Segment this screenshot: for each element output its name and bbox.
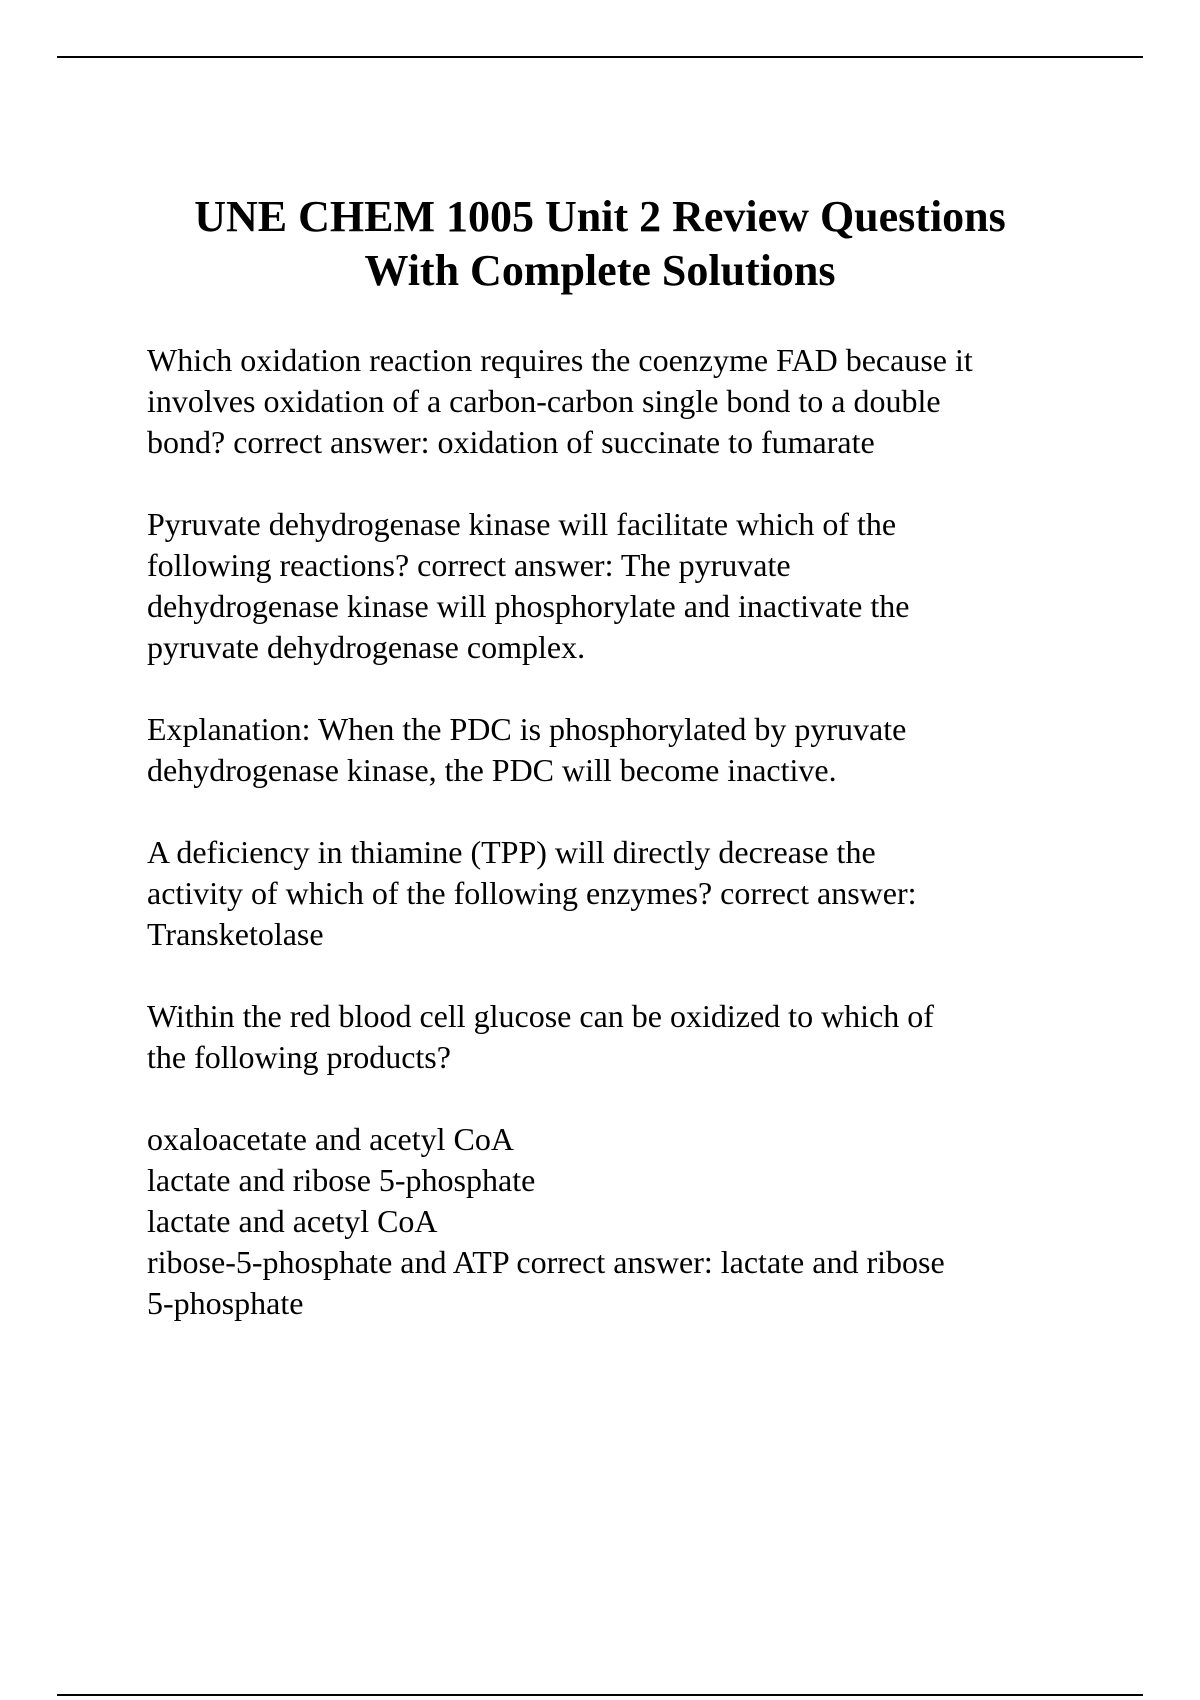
text-line: Within the red blood cell glucose can be oxidized to which of <box>147 998 934 1034</box>
text-line: the following products? <box>147 1039 451 1075</box>
text-line: Which oxidation reaction requires the coenzyme FAD because it <box>147 342 973 378</box>
question-red-blood-cell <box>147 996 1107 1078</box>
text-line: Explanation: When the PDC is phosphorylated by pyruvate <box>147 711 907 747</box>
option-line: ribose-5-phosphate and ATP correct answer: lactate and ribose <box>147 1244 945 1280</box>
question-pdh-kinase <box>147 504 1107 668</box>
option-line: lactate and acetyl CoA <box>147 1203 438 1239</box>
text-line: pyruvate dehydrogenase complex. <box>147 629 586 665</box>
header-rule <box>57 56 1143 58</box>
text-line: following reactions? correct answer: The pyruvate <box>147 547 791 583</box>
explanation-pdc <box>147 709 1107 791</box>
text-line: bond? correct answer: oxidation of succinate to fumarate <box>147 424 875 460</box>
text-line: involves oxidation of a carbon-carbon single bond to a double <box>147 383 941 419</box>
document-title <box>100 190 1100 298</box>
title-line: With Complete Solutions <box>364 246 836 295</box>
option-line: oxaloacetate and acetyl CoA <box>147 1121 514 1157</box>
answer-options <box>147 1119 1107 1324</box>
text-line: dehydrogenase kinase will phosphorylate and inactivate the <box>147 588 910 624</box>
title-line: UNE CHEM 1005 Unit 2 Review Questions <box>194 192 1006 241</box>
question-thiamine <box>147 832 1107 955</box>
text-line: A deficiency in thiamine (TPP) will directly decrease the <box>147 834 876 870</box>
text-line: dehydrogenase kinase, the PDC will become inactive. <box>147 752 837 788</box>
question-fad <box>147 340 1107 463</box>
text-line: Transketolase <box>147 916 324 952</box>
footer-rule <box>57 1694 1143 1696</box>
document-body <box>147 340 1107 1324</box>
option-line: 5-phosphate <box>147 1285 304 1321</box>
option-line: lactate and ribose 5-phosphate <box>147 1162 536 1198</box>
text-line: activity of which of the following enzymes? correct answer: <box>147 875 917 911</box>
text-line: Pyruvate dehydrogenase kinase will facilitate which of the <box>147 506 897 542</box>
